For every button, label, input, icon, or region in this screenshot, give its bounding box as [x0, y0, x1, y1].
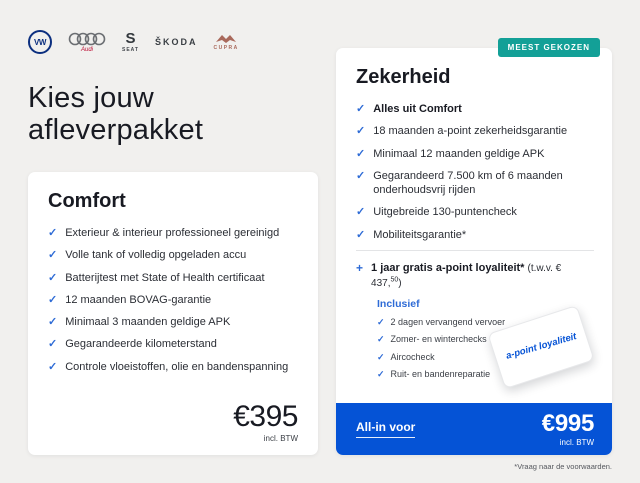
check-icon: ✓ [356, 206, 366, 219]
loyalty-card-text: a-point loyaliteit [504, 330, 578, 362]
seat-wordmark: SEAT [122, 47, 139, 53]
check-icon: ✓ [48, 293, 58, 306]
all-in-label: All-in voor [356, 420, 415, 438]
list-item [356, 169, 594, 198]
feature-text: Gegarandeerde kilometerstand [65, 338, 217, 351]
seat-s-icon: S [125, 30, 136, 47]
check-icon: ✓ [48, 227, 58, 239]
audi-rings-icon [68, 32, 106, 46]
check-icon: ✓ [356, 103, 366, 115]
check-icon: ✓ [356, 228, 366, 241]
check-icon: ✓ [48, 271, 58, 284]
feature-text: Ruit- en bandenreparatie [390, 368, 491, 379]
all-in-price-note: incl. BTW [559, 437, 594, 447]
feature-text: Minimaal 12 maanden geldige APK [373, 147, 545, 160]
list-item [48, 360, 300, 374]
check-icon: ✓ [48, 249, 58, 262]
most-chosen-badge: MEEST GEKOZEN [498, 38, 600, 57]
list-item [356, 205, 594, 219]
vw-logo-icon [28, 30, 52, 54]
list-item [356, 102, 594, 116]
brand-logo-row [28, 26, 239, 58]
check-icon: ✓ [377, 334, 385, 345]
check-icon: ✓ [48, 338, 58, 351]
audi-wordmark: Audi [80, 46, 93, 53]
comfort-price-note: incl. BTW [263, 434, 298, 443]
check-icon: ✓ [377, 317, 385, 327]
feature-text: Controle vloeistoffen, olie en bandenspanning [65, 360, 289, 373]
check-icon: ✓ [377, 368, 385, 379]
comfort-feature-list [48, 226, 300, 374]
comfort-title: Comfort [48, 190, 126, 212]
audi-logo-icon [68, 32, 106, 53]
check-icon: ✓ [356, 169, 366, 182]
skoda-wordmark: ŠKODA [154, 37, 198, 47]
feature-text: Batterijtest met State of Health certificaat [65, 271, 265, 284]
comfort-price: €395 [233, 400, 298, 433]
list-item [356, 147, 594, 161]
page-title: Kies jouw afleverpakket [28, 82, 204, 147]
feature-text: Minimaal 3 maanden geldige APK [65, 316, 231, 329]
inclusief-label: Inclusief [377, 298, 420, 310]
cupra-wordmark: CUPRA [213, 45, 239, 51]
feature-text: 12 maanden BOVAG-garantie [65, 293, 212, 306]
loyalty-offer-text [371, 261, 594, 290]
zekerheid-title: Zekerheid [356, 66, 451, 88]
check-icon: ✓ [48, 316, 58, 329]
feature-text: Zomer- en winterchecks [390, 334, 487, 345]
cupra-logo-icon [213, 33, 238, 51]
package-card-comfort[interactable] [28, 172, 318, 455]
feature-text: 2 dagen vervangend vervoer [390, 317, 506, 327]
list-item [377, 369, 512, 380]
conditions-footnote: *Vraag naar de voorwaarden. [514, 462, 612, 471]
feature-text: Alles uit Comfort [373, 103, 462, 115]
all-in-price-bar[interactable] [336, 403, 612, 455]
feature-text: Exterieur & interieur professioneel gereinigd [65, 227, 280, 239]
divider [356, 250, 594, 251]
check-icon: ✓ [356, 147, 366, 160]
list-item [48, 248, 300, 262]
list-item [48, 315, 300, 329]
all-in-price: €995 [541, 409, 594, 437]
list-item [48, 271, 300, 285]
seat-logo-icon [122, 31, 139, 53]
all-in-price-block [541, 409, 594, 447]
check-icon: ✓ [356, 125, 366, 138]
feature-text: Gegarandeerd 7.500 km of 6 maanden onderhoudsvrij rijden [373, 169, 563, 197]
zekerheid-feature-list [356, 102, 594, 242]
list-item [48, 226, 300, 240]
list-item [48, 337, 300, 351]
feature-text: Mobiliteitsgarantie* [373, 228, 467, 241]
feature-text: Volle tank of volledig opgeladen accu [65, 249, 247, 262]
list-item [356, 124, 594, 138]
comfort-price-block [233, 402, 298, 443]
package-card-zekerheid[interactable] [336, 43, 612, 455]
skoda-logo-icon [155, 37, 198, 47]
feature-text: Aircocheck [390, 351, 435, 362]
loyalty-offer-value: (t.w.v. € 437,50) [371, 263, 562, 289]
list-item [377, 352, 512, 363]
check-icon: ✓ [377, 351, 385, 362]
vw-roundel-icon: VW [28, 30, 52, 54]
feature-text: 18 maanden a-point zekerheidsgarantie [373, 125, 568, 138]
loyalty-offer-row [356, 261, 594, 290]
check-icon: ✓ [48, 360, 58, 373]
feature-text: Uitgebreide 130-puntencheck [373, 206, 517, 219]
cupra-emblem-icon [215, 33, 237, 44]
list-item [48, 293, 300, 307]
list-item [377, 317, 512, 328]
loyalty-offer-label: 1 jaar gratis a-point loyaliteit* [371, 262, 525, 275]
list-item [356, 228, 594, 242]
plus-icon: + [356, 261, 364, 276]
